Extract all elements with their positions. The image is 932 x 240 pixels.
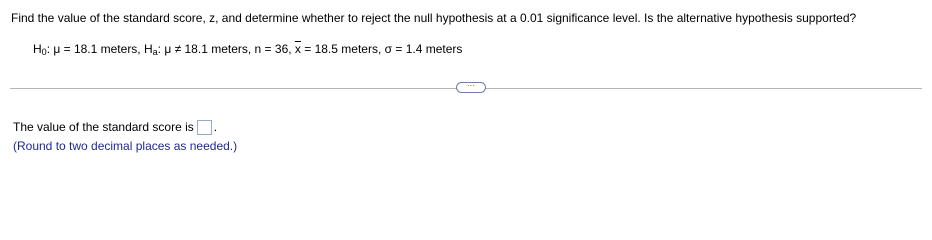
ellipsis-icon: ··· bbox=[467, 80, 475, 90]
sample-mean-statement: = 18.5 meters, σ = 1.4 meters bbox=[300, 42, 463, 56]
sample-mean-symbol: $\overline{x}$ bbox=[294, 42, 301, 56]
hypotheses-and-givens bbox=[33, 41, 462, 58]
answer-prompt: The value of the standard score is bbox=[13, 120, 194, 134]
answer-suffix: . bbox=[213, 120, 218, 134]
alternative-hypothesis-statement: : μ ≠ 18.1 meters, n = 36, bbox=[157, 42, 295, 56]
alternative-hypothesis-symbol: $H_a$ bbox=[143, 42, 158, 57]
answer-row bbox=[13, 118, 217, 136]
question-text: Find the value of the standard score, z, and determine whether to reject the null hypothesis at a 0.01 significance level. Is the alternative hypothesis supported? bbox=[11, 11, 857, 25]
null-hypothesis-symbol: $H_0$ bbox=[33, 42, 47, 57]
rounding-hint: (Round to two decimal places as needed.) bbox=[13, 139, 238, 153]
standard-score-input[interactable] bbox=[197, 120, 212, 135]
expand-more-button[interactable] bbox=[456, 82, 486, 93]
null-hypothesis-statement: : μ = 18.1 meters, bbox=[46, 42, 144, 56]
